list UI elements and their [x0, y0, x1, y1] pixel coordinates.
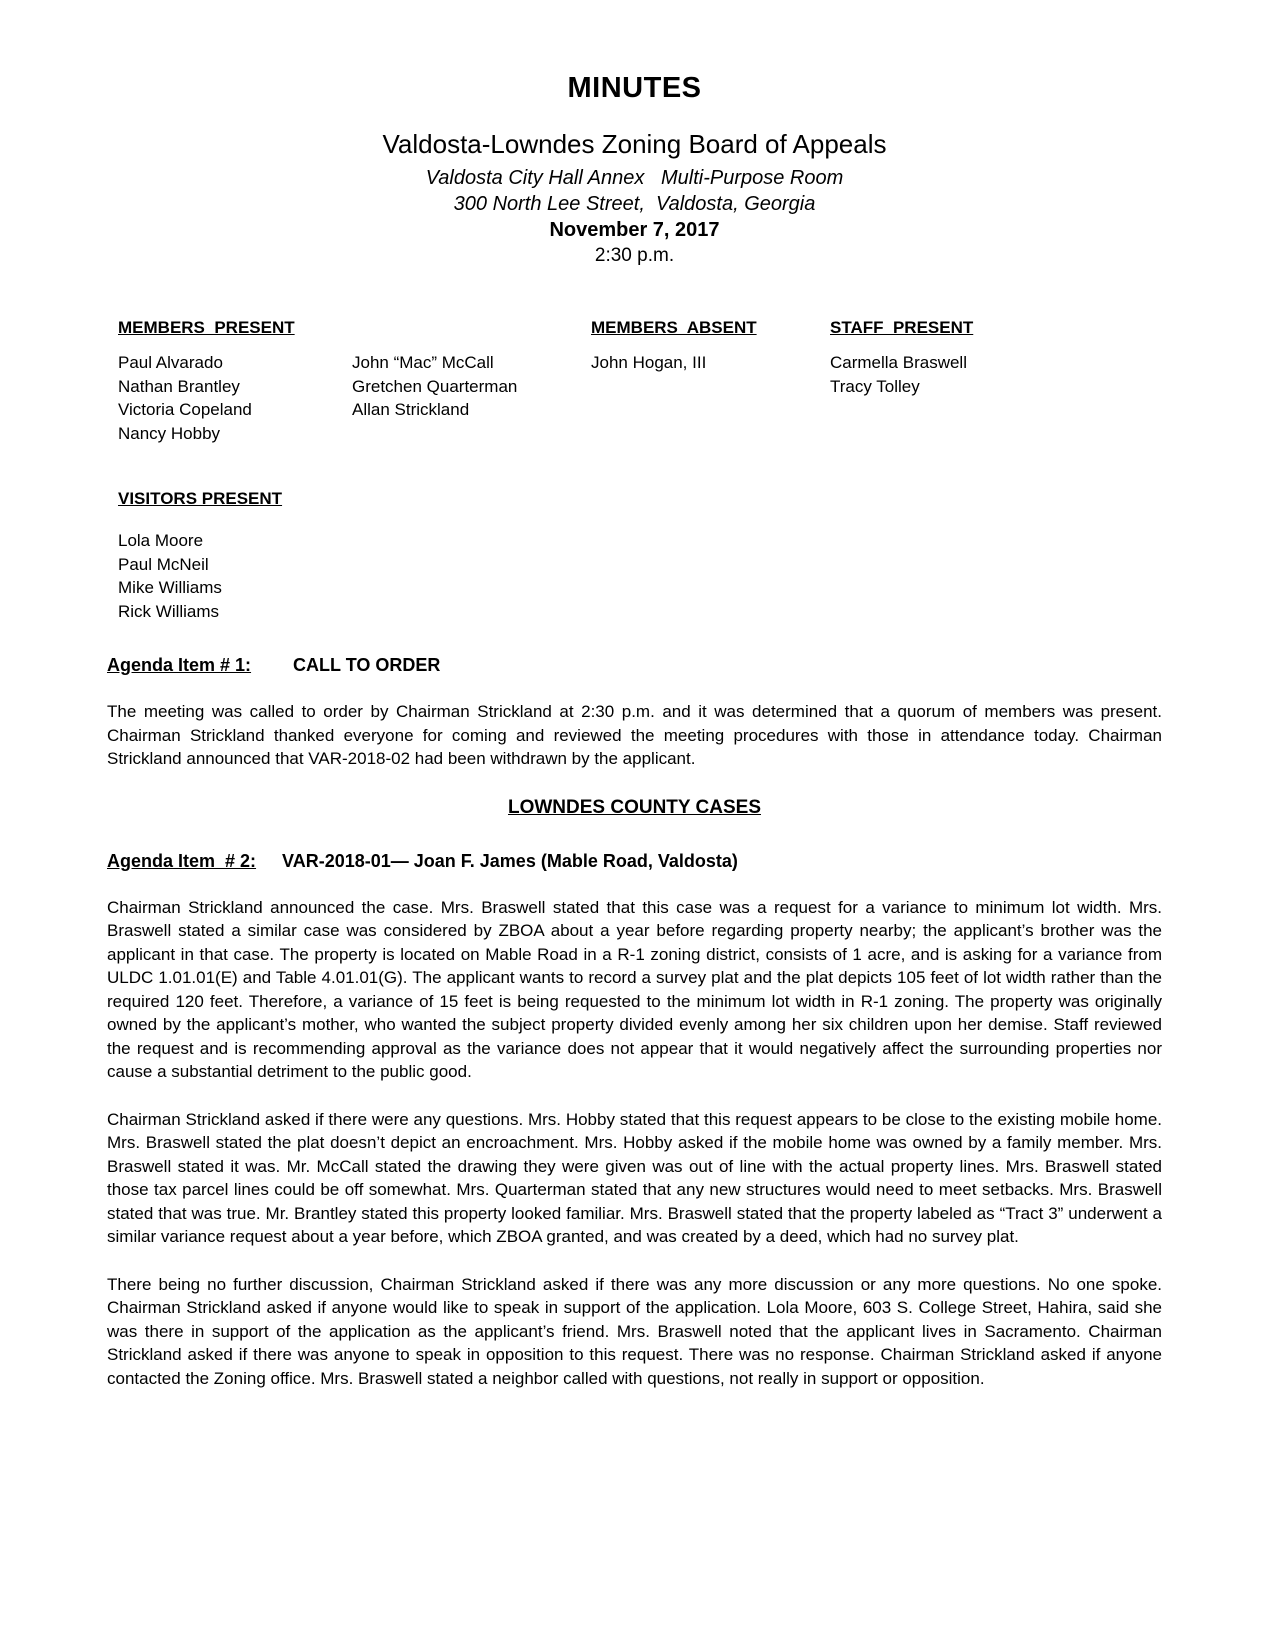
visitor-name: Rick Williams	[118, 601, 220, 621]
venue-line: Valdosta City Hall Annex Multi-Purpose Room	[425, 167, 844, 189]
visitor-name: Lola Moore	[118, 531, 204, 550]
agenda-item-2-paragraph-2: Chairman Strickland asked if there were any questions. Mrs. Hobby stated that this request appears to be close to the existing mobile home. Mrs. Braswell stated the plat doesn’t depict an encroachment. Mrs. Hobby asked if the mobile home was owned by a family member. Mrs. Braswell stated it was. Mr. McCall stated the drawing they were given was out of line with the actual property lines. Mrs. Braswell stated those tax parcel lines could be off somewhat. Mrs. Quarterman stated that any new structures would need to meet setbacks. Mrs. Braswell stated that was true. Mr. Brantley stated this property looked familiar. Mrs. Braswell stated that the property labeled as “Tract 3” underwent a similar variance request about a year before, which ZBOA granted, and was created by a deed, which had no survey plat.	[107, 1109, 1162, 1246]
member-name: Paul Alvarado	[118, 353, 223, 372]
agenda-item-1-heading	[107, 655, 1162, 676]
agenda-item-2-label: Agenda Item # 2:	[107, 850, 257, 871]
meeting-time: 2:30 p.m.	[594, 245, 675, 266]
member-name: John “Mac” McCall	[352, 353, 494, 372]
agenda-item-2-title: VAR-2018-01— Joan F. James (Mable Road, Valdosta)	[282, 850, 738, 871]
member-name: Victoria Copeland	[118, 400, 252, 419]
meeting-date: November 7, 2017	[549, 219, 720, 241]
visitors-section	[118, 489, 1162, 623]
member-name: Nancy Hobby	[118, 423, 221, 443]
visitors-present-heading: VISITORS PRESENT	[118, 489, 283, 508]
document-title: MINUTES	[567, 72, 702, 104]
attendance-section	[118, 318, 1162, 445]
members-present-column-2	[352, 351, 591, 445]
staff-present-group	[830, 318, 1162, 445]
county-cases-heading	[107, 797, 1162, 819]
members-present-group	[118, 318, 591, 445]
staff-name: Tracy Tolley	[830, 376, 920, 396]
members-present-heading: MEMBERS PRESENT	[118, 318, 295, 337]
agenda-item-1-title: CALL TO ORDER	[293, 655, 441, 675]
agenda-item-2-paragraph-3: There being no further discussion, Chairman Strickland asked if there was any more discussion or any more questions. No one spoke. Chairman Strickland asked if anyone would like to speak in support of the application. Lola Moore, 603 S. College Street, Hahira, said she was there in support of the application as the applicant’s friend. Mrs. Braswell noted that the applicant lives in Sacramento. Chairman Strickland asked if there was anyone to speak in opposition to this request. There was no response. Chairman Strickland asked if anyone contacted the Zoning office. Mrs. Braswell stated a neighbor called with questions, not really in support or opposition.	[107, 1274, 1162, 1388]
staff-name: Carmella Braswell	[830, 353, 967, 372]
member-name: Nathan Brantley	[118, 376, 240, 396]
agenda-item-1-paragraph: The meeting was called to order by Chairman Strickland at 2:30 p.m. and it was determined that a quorum of members was present. Chairman Strickland thanked everyone for coming and reviewed the meeting procedures with those in attendance today. Chairman Strickland announced that VAR-2018-02 had been withdrawn by the applicant.	[107, 702, 1162, 768]
agenda-item-2-heading	[107, 851, 1162, 872]
member-name: Gretchen Quarterman	[352, 376, 518, 396]
members-present-columns	[118, 351, 591, 445]
members-absent-group	[591, 318, 830, 445]
address-line: 300 North Lee Street, Valdosta, Georgia	[453, 193, 816, 215]
agenda-item-2-paragraph-1: Chairman Strickland announced the case. Mrs. Braswell stated that this case was a request for a variance to minimum lot width. Mrs. Braswell stated a similar case was considered by ZBOA about a year before regarding property nearby; the applicant’s brother was the applicant in that case. The property is located on Mable Road in a R-1 zoning district, consists of 1 acre, and is asking for a variance from ULDC 1.01.01(E) and Table 4.01.01(G). The applicant wants to record a survey plat and the plat depicts 105 feet of lot width rather than the required 120 feet. Therefore, a variance of 15 feet is being requested to the minimum lot width in R-1 zoning. The property was originally owned by the applicant’s mother, who wanted the subject property divided evenly among her six children upon her demise. Staff reviewed the request and is recommending approval as the variance does not appear that it would negatively affect the surrounding properties nor cause a substantial detriment to the public good.	[107, 897, 1162, 1081]
visitor-name: Mike Williams	[118, 578, 222, 597]
absent-member-name: John Hogan, III	[591, 353, 707, 372]
organization-name: Valdosta-Lowndes Zoning Board of Appeals	[382, 129, 887, 159]
county-cases-heading-text: LOWNDES COUNTY CASES	[507, 796, 761, 818]
agenda-item-1-label: Agenda Item # 1:	[107, 655, 252, 675]
staff-present-heading: STAFF PRESENT	[830, 318, 974, 337]
visitor-name: Paul McNeil	[118, 554, 209, 574]
members-absent-heading: MEMBERS ABSENT	[591, 318, 757, 337]
members-present-column-1	[118, 351, 352, 445]
member-name: Allan Strickland	[352, 400, 470, 419]
